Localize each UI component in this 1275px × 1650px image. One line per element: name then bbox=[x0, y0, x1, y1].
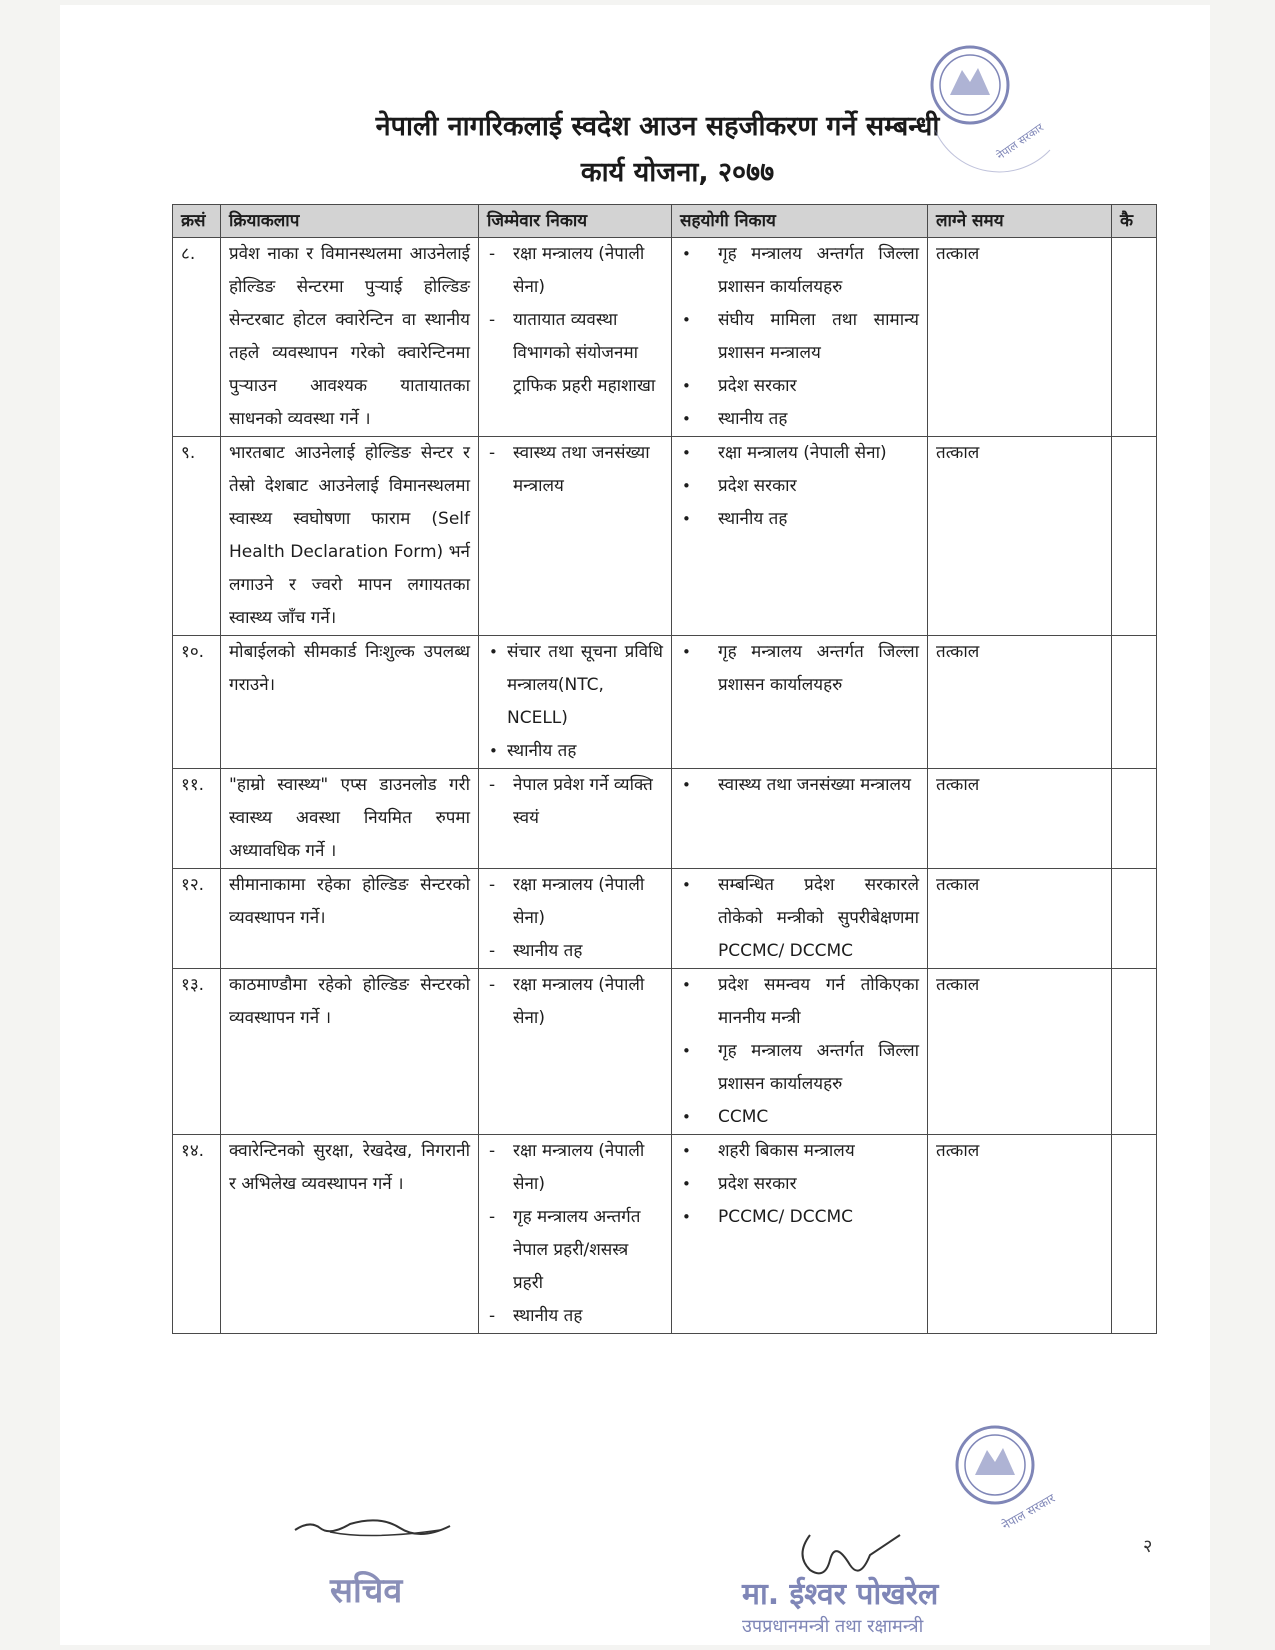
supporting-agency: • शहरी बिकास मन्त्रालय bbox=[680, 1135, 919, 1168]
remarks-cell bbox=[1112, 1135, 1157, 1334]
responsible-agency: • संचार तथा सूचना प्रविधि मन्त्रालय(NTC, NCELL) bbox=[487, 636, 663, 735]
supporting-agency: • गृह मन्त्रालय अन्तर्गत जिल्ला प्रशासन कार्यालयहरु bbox=[680, 238, 919, 304]
table-row bbox=[173, 238, 1157, 437]
supporting-agency: • प्रदेश समन्वय गर्न तोकिएका माननीय मन्त्री bbox=[680, 969, 919, 1035]
activity-cell: मोबाईलको सीमकार्ड निःशुल्क उपलब्ध गराउने। bbox=[221, 636, 479, 769]
activity-cell: सीमानाकामा रहेका होल्डिङ सेन्टरको व्यवस्थापन गर्ने। bbox=[221, 869, 479, 969]
serial-cell: ९. bbox=[173, 437, 221, 636]
responsible-agency: - स्थानीय तह bbox=[487, 935, 663, 968]
activity-cell: क्वारेन्टिनको सुरक्षा, रेखदेख, निगरानी र अभिलेख व्यवस्थापन गर्ने । bbox=[221, 1135, 479, 1334]
supporting-agency: • स्थानीय तह bbox=[680, 503, 919, 536]
time-cell: तत्काल bbox=[928, 769, 1112, 869]
page-number: २ bbox=[1143, 1536, 1153, 1557]
table-header-row bbox=[173, 205, 1157, 238]
responsible-agency: - स्वास्थ्य तथा जनसंख्या मन्त्रालय bbox=[487, 437, 663, 503]
supporting-cell bbox=[672, 1135, 928, 1334]
responsible-cell bbox=[479, 437, 672, 636]
supporting-cell bbox=[672, 437, 928, 636]
svg-text:नेपाल सरकार: नेपाल सरकार bbox=[994, 120, 1046, 163]
activity-cell: प्रवेश नाका र विमानस्थलमा आउनेलाई होल्डिङ सेन्टरमा पुऱ्याई होल्डिङ सेन्टरबाट होटल क्वारेन्टिन वा स्थानीय तहले व्यवस्थापन गरेको क्वारेन्टिनमा पुऱ्याउन आवश्यक यातायातका साधनको व्यवस्था गर्ने । bbox=[221, 238, 479, 437]
supporting-agency: • संघीय मामिला तथा सामान्य प्रशासन मन्त्रालय bbox=[680, 304, 919, 370]
time-cell: तत्काल bbox=[928, 969, 1112, 1135]
document-subtitle: कार्य योजना, २०७७ bbox=[580, 157, 775, 188]
responsible-agency: - नेपाल प्रवेश गर्ने व्यक्ति स्वयं bbox=[487, 769, 663, 835]
supporting-agency: • सम्बन्धित प्रदेश सरकारले तोकेको मन्त्रीको सुपरीबेक्षणमा PCCMC/ DCCMC bbox=[680, 869, 919, 968]
time-cell: तत्काल bbox=[928, 437, 1112, 636]
responsible-cell bbox=[479, 636, 672, 769]
table-row bbox=[173, 636, 1157, 769]
serial-cell: १३. bbox=[173, 969, 221, 1135]
responsible-agency: - यातायात व्यवस्था विभागको संयोजनमा ट्राफिक प्रहरी महाशाखा bbox=[487, 304, 663, 403]
supporting-cell bbox=[672, 636, 928, 769]
table-body bbox=[173, 238, 1157, 1334]
remarks-cell bbox=[1112, 769, 1157, 869]
activity-cell: काठमाण्डौमा रहेको होल्डिङ सेन्टरको व्यवस्थापन गर्ने । bbox=[221, 969, 479, 1135]
supporting-agency: • PCCMC/ DCCMC bbox=[680, 1201, 919, 1234]
responsible-cell bbox=[479, 769, 672, 869]
responsible-agency: • स्थानीय तह bbox=[487, 735, 663, 768]
remarks-cell bbox=[1112, 437, 1157, 636]
time-cell: तत्काल bbox=[928, 636, 1112, 769]
header-serial: क्रसं bbox=[173, 205, 221, 238]
table-row bbox=[173, 869, 1157, 969]
secretary-stamp: सचिव bbox=[330, 1571, 403, 1611]
time-cell: तत्काल bbox=[928, 238, 1112, 437]
responsible-agency: - रक्षा मन्त्रालय (नेपाली सेना) bbox=[487, 869, 663, 935]
action-plan-table bbox=[172, 204, 1157, 1334]
supporting-agency: • गृह मन्त्रालय अन्तर्गत जिल्ला प्रशासन कार्यालयहरु bbox=[680, 1035, 919, 1101]
supporting-agency: • CCMC bbox=[680, 1101, 919, 1134]
table-row bbox=[173, 1135, 1157, 1334]
time-cell: तत्काल bbox=[928, 1135, 1112, 1334]
table-row bbox=[173, 437, 1157, 636]
remarks-cell bbox=[1112, 636, 1157, 769]
remarks-cell bbox=[1112, 969, 1157, 1135]
serial-cell: ११. bbox=[173, 769, 221, 869]
responsible-cell bbox=[479, 238, 672, 437]
activity-cell: भारतबाट आउनेलाई होल्डिङ सेन्टर र तेस्रो देशबाट आउनेलाई विमानस्थलमा स्वास्थ्य स्वघोषणा फाराम (Self Health Declaration Form) भर्न लगाउने र ज्वरो मापन लगायतका स्वास्थ्य जाँच गर्ने। bbox=[221, 437, 479, 636]
table-row bbox=[173, 769, 1157, 869]
header-responsible: जिम्मेवार निकाय bbox=[479, 205, 672, 238]
supporting-agency: • रक्षा मन्त्रालय (नेपाली सेना) bbox=[680, 437, 919, 470]
document-title: नेपाली नागरिकलाई स्वदेश आउन सहजीकरण गर्ने सम्बन्धी bbox=[375, 111, 940, 142]
remarks-cell bbox=[1112, 238, 1157, 437]
supporting-cell bbox=[672, 769, 928, 869]
serial-cell: १४. bbox=[173, 1135, 221, 1334]
government-seal-bottom-icon bbox=[935, 1420, 1085, 1570]
supporting-agency: • प्रदेश सरकार bbox=[680, 470, 919, 503]
serial-cell: ८. bbox=[173, 238, 221, 437]
table-row bbox=[173, 969, 1157, 1135]
minister-title-stamp: उपप्रधानमन्त्री तथा रक्षामन्त्री bbox=[742, 1616, 924, 1637]
responsible-cell bbox=[479, 1135, 672, 1334]
remarks-cell bbox=[1112, 869, 1157, 969]
supporting-agency: • स्वास्थ्य तथा जनसंख्या मन्त्रालय bbox=[680, 769, 919, 802]
responsible-agency: - गृह मन्त्रालय अन्तर्गत नेपाल प्रहरी/शसस्त्र प्रहरी bbox=[487, 1201, 663, 1300]
supporting-agency: • गृह मन्त्रालय अन्तर्गत जिल्ला प्रशासन कार्यालयहरु bbox=[680, 636, 919, 702]
svg-text:नेपाल सरकार: नेपाल सरकार bbox=[999, 1491, 1058, 1533]
supporting-agency: • प्रदेश सरकार bbox=[680, 1168, 919, 1201]
responsible-cell bbox=[479, 969, 672, 1135]
supporting-cell bbox=[672, 969, 928, 1135]
responsible-cell bbox=[479, 869, 672, 969]
header-supporting: सहयोगी निकाय bbox=[672, 205, 928, 238]
supporting-agency: • स्थानीय तह bbox=[680, 403, 919, 436]
government-seal-icon bbox=[910, 40, 1060, 190]
minister-name-stamp: मा. ईश्वर पोखरेल bbox=[742, 1577, 939, 1612]
supporting-agency: • प्रदेश सरकार bbox=[680, 370, 919, 403]
responsible-agency: - रक्षा मन्त्रालय (नेपाली सेना) bbox=[487, 1135, 663, 1201]
responsible-agency: - स्थानीय तह bbox=[487, 1300, 663, 1333]
header-activity: क्रियाकलाप bbox=[221, 205, 479, 238]
serial-cell: १०. bbox=[173, 636, 221, 769]
supporting-cell bbox=[672, 869, 928, 969]
responsible-agency: - रक्षा मन्त्रालय (नेपाली सेना) bbox=[487, 969, 663, 1035]
time-cell: तत्काल bbox=[928, 869, 1112, 969]
header-time: लाग्ने समय bbox=[928, 205, 1112, 238]
supporting-cell bbox=[672, 238, 928, 437]
serial-cell: १२. bbox=[173, 869, 221, 969]
header-remarks: कै bbox=[1112, 205, 1157, 238]
responsible-agency: - रक्षा मन्त्रालय (नेपाली सेना) bbox=[487, 238, 663, 304]
activity-cell: "हाम्रो स्वास्थ्य" एप्स डाउनलोड गरी स्वास्थ्य अवस्था नियमित रुपमा अध्यावधिक गर्ने । bbox=[221, 769, 479, 869]
